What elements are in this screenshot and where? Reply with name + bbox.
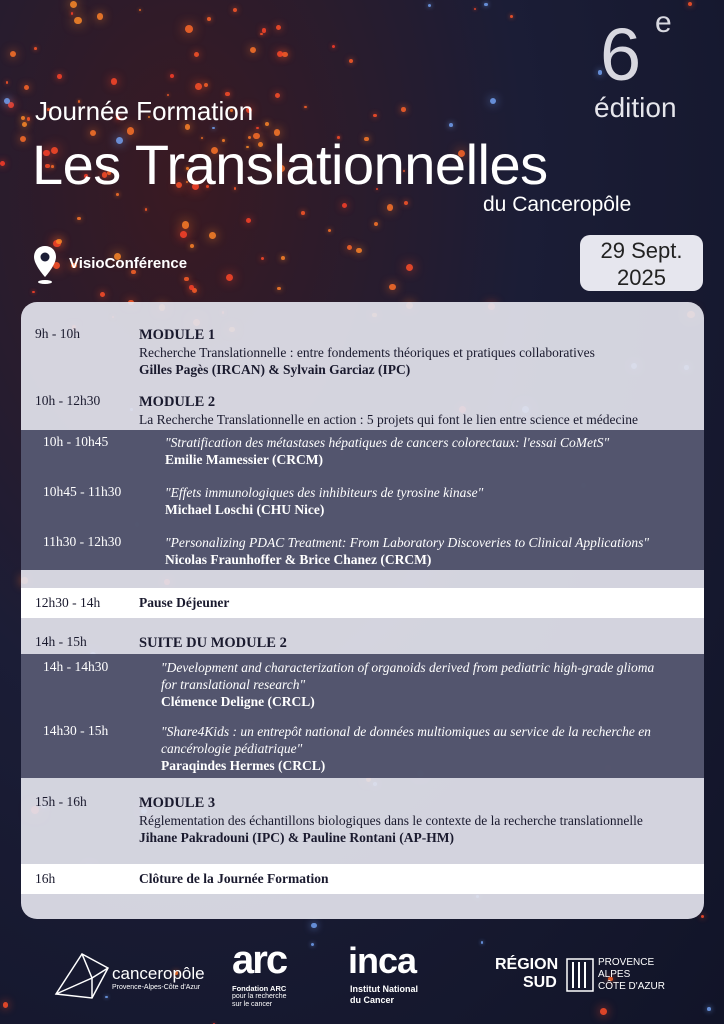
talk-title-line-1: "Share4Kids : un entrepôt national de données multiomiques au service de la recherche en	[161, 724, 651, 739]
particle	[342, 203, 347, 208]
particle	[71, 12, 73, 14]
particle	[356, 248, 361, 253]
module-description: La Recherche Translationnelle en action : 5 projets qui font le lien entre science et médecine	[139, 412, 638, 427]
particle	[261, 257, 264, 260]
particle	[401, 107, 406, 112]
particle	[277, 51, 283, 57]
module-description: Recherche Translationnelle : entre fondements théoriques et pratiques collaboratives	[139, 345, 595, 360]
particle	[484, 3, 487, 6]
module-speakers: Gilles Pagès (IRCAN) & Sylvain Garciaz (IPC)	[139, 362, 411, 377]
particle	[209, 232, 216, 239]
talk-speaker: Emilie Mamessier (CRCM)	[165, 452, 323, 467]
canceropole-logo-icon	[52, 948, 112, 1000]
particle	[265, 122, 269, 126]
particle	[100, 292, 105, 297]
particle	[304, 106, 306, 108]
particle	[21, 116, 25, 120]
time-slot: 10h - 12h30	[35, 393, 101, 408]
module-1-row	[21, 326, 704, 380]
particle	[428, 4, 431, 7]
module-2-row	[21, 393, 704, 429]
talk-title-line-2: for translational research"	[161, 677, 306, 692]
particle	[34, 47, 37, 50]
module-2-talks	[21, 430, 704, 570]
lunch-title: Pause Déjeuner	[139, 595, 230, 610]
particle	[490, 98, 496, 104]
time-slot: 11h30 - 12h30	[43, 534, 122, 549]
particle	[184, 277, 189, 282]
time-slot: 10h45 - 11h30	[43, 484, 122, 499]
particle	[111, 78, 117, 84]
location-pin-icon	[33, 245, 57, 285]
particle	[97, 13, 103, 19]
module-speakers: Jihane Pakradouni (IPC) & Pauline Rontani (AP-HM)	[139, 830, 455, 845]
time-slot: 15h - 16h	[35, 794, 87, 809]
particle	[387, 204, 394, 211]
talk-speaker: Paraqindes Hermes (CRCL)	[161, 758, 326, 773]
talk-title: "Effets immunologiques des inhibiteurs de tyrosine kinase"	[165, 485, 484, 500]
particle	[194, 52, 199, 57]
edition-word: édition	[594, 92, 677, 123]
edition-superscript: e	[655, 6, 672, 39]
page-title: Les Translationnelles	[32, 133, 548, 196]
particle	[277, 287, 280, 290]
particle	[688, 2, 692, 6]
partner-logos	[0, 940, 724, 1024]
module-description: Réglementation des échantillons biologiques dans le contexte de la recherche translationnelle	[139, 813, 643, 828]
particle	[170, 74, 174, 78]
particle	[347, 245, 352, 250]
talk-title: "Personalizing PDAC Treatment: From Laboratory Discoveries to Clinical Applications"	[165, 535, 650, 550]
particle	[207, 17, 211, 21]
time-slot: 14h - 15h	[35, 634, 87, 649]
particle	[349, 59, 353, 63]
module-title: MODULE 1	[139, 327, 216, 343]
lunch-row	[21, 588, 704, 618]
particle	[449, 123, 453, 127]
particle	[250, 47, 256, 53]
paca-line-2: ALPES	[598, 969, 631, 980]
particle	[233, 8, 237, 12]
particle	[311, 923, 316, 928]
event-type: Journée Formation	[35, 96, 254, 126]
program-panel	[21, 302, 704, 919]
particle	[185, 25, 193, 33]
particle	[195, 83, 202, 90]
closing-row	[21, 864, 704, 894]
talk-title: "Stratification des métastases hépatiques de cancers colorectaux: l'essai CoMetS"	[165, 435, 610, 450]
particle	[145, 208, 148, 211]
particle	[190, 244, 194, 248]
closing-title: Clôture de la Journée Formation	[139, 871, 329, 886]
particle	[260, 33, 263, 36]
particle	[332, 45, 335, 48]
particle	[246, 218, 251, 223]
particle	[56, 239, 62, 245]
particle	[77, 217, 80, 220]
module-title: MODULE 3	[139, 795, 216, 811]
particle	[182, 221, 190, 229]
particle	[256, 127, 259, 130]
module-title: MODULE 2	[139, 394, 216, 410]
module-title: SUITE DU MODULE 2	[139, 635, 287, 651]
particle	[70, 1, 77, 8]
talk-title-line-2: cancérologie pédiatrique"	[161, 741, 303, 756]
particle	[27, 117, 30, 120]
region-crest-icon	[566, 958, 594, 992]
edition-number: 6	[600, 13, 642, 96]
module-2-continued-row	[21, 634, 704, 654]
particle	[510, 15, 513, 18]
particle	[10, 51, 16, 57]
particle	[204, 83, 208, 87]
time-slot: 9h - 10h	[35, 326, 80, 341]
talk-speaker: Michael Loschi (CHU Nice)	[165, 502, 325, 517]
particle	[226, 274, 233, 281]
particle	[282, 52, 287, 57]
arc-line-2: pour la recherche	[232, 993, 287, 1000]
paca-line-3: CÔTE D'AZUR	[598, 981, 665, 992]
module-3-row	[21, 794, 704, 848]
arc-logo: arc	[232, 938, 287, 982]
particle	[20, 136, 26, 142]
particle	[189, 285, 194, 290]
arc-line-3: sur le cancer	[232, 1001, 273, 1008]
particle	[4, 98, 10, 104]
date-line-1: 29 Sept.	[600, 238, 683, 263]
talk-speaker: Clémence Deligne (CRCL)	[161, 694, 315, 709]
module-2-continued-talks	[21, 654, 704, 778]
particle	[474, 8, 476, 10]
particle	[374, 222, 378, 226]
particle	[701, 915, 704, 918]
particle	[24, 85, 29, 90]
time-slot: 14h30 - 15h	[43, 723, 109, 738]
canceropole-subtitle: Provence-Alpes-Côte d'Azur	[112, 984, 201, 991]
date-badge	[580, 235, 703, 291]
date-line-2: 2025	[617, 265, 666, 290]
particle	[0, 161, 5, 166]
particle	[57, 74, 62, 79]
particle	[328, 229, 331, 232]
arc-line-1: Fondation ARC	[232, 984, 287, 993]
time-slot: 12h30 - 14h	[35, 595, 101, 610]
particle	[139, 9, 141, 11]
canceropole-name: canceropôle	[112, 964, 205, 983]
particle	[373, 114, 376, 117]
particle	[389, 284, 395, 290]
talk-title-line-1: "Development and characterization of organoids derived from pediatric high-grade glioma	[161, 660, 655, 675]
inca-logo: inca	[348, 940, 417, 981]
time-slot: 14h - 14h30	[43, 659, 109, 674]
page-subtitle: du Canceropôle	[483, 193, 632, 216]
particle	[276, 25, 281, 30]
particle	[281, 256, 285, 260]
location-label: VisioConférence	[69, 255, 188, 272]
inca-line-1: Institut National	[350, 984, 418, 994]
particle	[74, 17, 82, 25]
particle	[404, 201, 408, 205]
region-line-2: SUD	[523, 974, 557, 991]
time-slot: 10h - 10h45	[43, 434, 109, 449]
talk-speaker: Nicolas Fraunhoffer & Brice Chanez (CRCM)	[165, 552, 432, 567]
particle	[301, 211, 305, 215]
particle	[406, 264, 414, 272]
particle	[180, 231, 187, 238]
time-slot: 16h	[35, 871, 56, 886]
paca-line-1: PROVENCE	[598, 957, 655, 968]
inca-line-2: du Cancer	[350, 995, 395, 1005]
particle	[6, 81, 9, 84]
particle	[32, 291, 34, 293]
particle	[275, 93, 280, 98]
particle	[262, 28, 266, 32]
particle	[22, 122, 27, 127]
region-line-1: RÉGION	[495, 956, 559, 973]
